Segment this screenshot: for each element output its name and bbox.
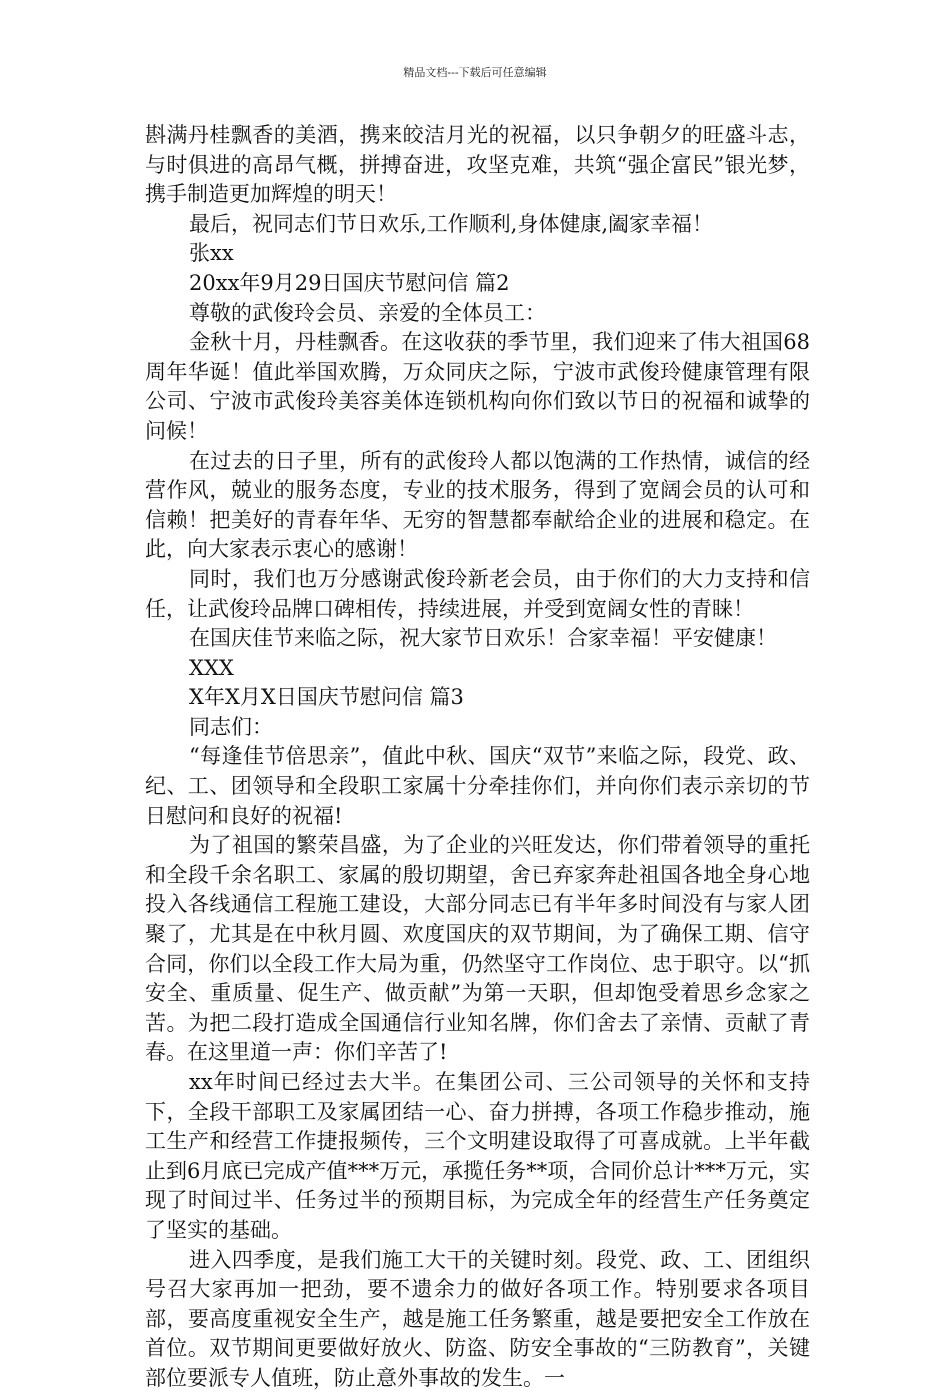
- paragraph: 进入四季度，是我们施工大干的关键时刻。段党、政、工、团组织号召大家再加一把劲，要不遗余力的做好各项工作。特别要求各项目部，要高度重视安全生产，越是施工任务繁重，越是要把安全工作放在首位。双节期间更要做好放火、防盗、防安全事故的“三防教育”，关键部位要派专人值班，防止意外事故的发生。一: [145, 1247, 810, 1390]
- paragraph: 张xx: [189, 241, 234, 266]
- document-body: [145, 121, 810, 1394]
- paragraph: 为了祖国的繁荣昌盛，为了企业的兴旺发达，你们带着领导的重托和全段千余名职工、家属的殷切期望，舍已弃家奔赴祖国各地全身心地投入各线通信工程施工建设，大部分同志已有半年多时间没有与家人团聚了，尤其是在中秋月圆、欢度国庆的双节期间，为了确保工期、信守合同，你们以全段工作大局为重，仍然坚守工作岗位、忠于职守。以“抓安全、重质量、促生产、做贡献”为第一天职，但却饱受着思乡念家之苦。为把二段打造成全国通信行业知名牌，你们舍去了亲情、贡献了青春。在这里道一声：你们辛苦了!: [145, 833, 810, 1065]
- paragraph: 20xx年9月29日国庆节慰问信 篇2: [189, 270, 510, 295]
- paragraph: XXX: [189, 655, 234, 680]
- page-header: 精品文档---下载后可任意编辑: [403, 66, 547, 79]
- paragraph: 尊敬的武俊玲会员、亲爱的全体员工：: [189, 300, 546, 325]
- paragraph: 最后，祝同志们节日欢乐,工作顺利,身体健康,阖家幸福！: [189, 211, 714, 236]
- paragraph: 在国庆佳节来临之际，祝大家节日欢乐！合家幸福！平安健康！: [189, 626, 777, 651]
- paragraph: X年X月X日国庆节慰问信 篇3: [189, 685, 464, 710]
- paragraph: 在过去的日子里，所有的武俊玲人都以饱满的工作热情，诚信的经营作风，兢业的服务态度，专业的技术服务，得到了宽阔会员的认可和信赖！把美好的青春年华、无穷的智慧都奉献给企业的进展和稳定。在此，向大家表示衷心的感谢！: [145, 448, 810, 562]
- paragraph: “每逢佳节倍思亲”，值此中秋、国庆“双节”来临之际，段党、政、纪、工、团领导和全段职工家属十分牵挂你们，并向你们表示亲切的节日慰问和良好的祝福!: [145, 744, 810, 828]
- paragraph: 同志们：: [189, 714, 273, 739]
- paragraph: 斟满丹桂飘香的美酒，携来皎洁月光的祝福，以只争朝夕的旺盛斗志，与时俱进的高昂气概，拼搏奋进，攻坚克难，共筑“强企富民”银光梦，携手制造更加辉煌的明天！: [145, 123, 810, 207]
- paragraph: 金秋十月，丹桂飘香。在这收获的季节里，我们迎来了伟大祖国68周年华诞！值此举国欢腾，万众同庆之际，宁波市武俊玲健康管理有限公司、宁波市武俊玲美容美体连锁机构向你们致以节日的祝福和诚挚的问候！: [145, 330, 810, 443]
- paragraph: xx年时间已经过去大半。在集团公司、三公司领导的关怀和支持下，全段干部职工及家属团结一心、奋力拼搏，各项工作稳步推动，施工生产和经营工作捷报频传，三个文明建设取得了可喜成就。上半年截止到6月底已完成产值***万元，承揽任务**项，合同价总计***万元，实现了时间过半、任务过半的预期目标，为完成全年的经营生产任务奠定了坚实的基础。: [145, 1070, 810, 1242]
- paragraph: 同时，我们也万分感谢武俊玲新老会员，由于你们的大力支持和信任，让武俊玲品牌口碑相传，持续进展，并受到宽阔女性的青睐！: [145, 566, 810, 621]
